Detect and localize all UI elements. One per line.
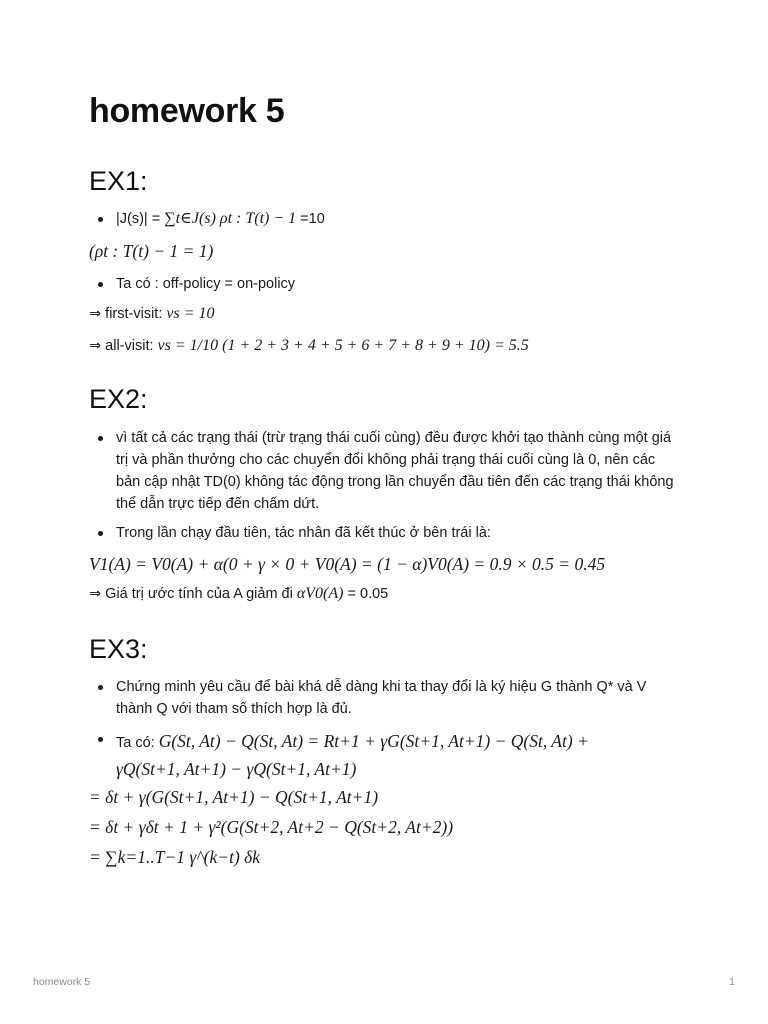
ex1-b1-suffix: =10 [296,211,325,227]
ex1-bullet-2: Ta có : off-policy = on-policy [116,273,676,295]
ex2-line-3 [89,583,689,605]
ex1-b1-prefix: |J(s)| = [116,211,165,227]
ex3-b2-line1: G(St, At) − Q(St, At) = Rt+1 + γG(St+1, At+1) − Q(St, At) + [158,731,589,751]
ex1-b1-formula: ∑t∈J(s) ρt : T(t) − 1 [164,210,297,227]
ex1-l4-prefix: ⇒ all-visit: [89,338,158,354]
ex3-bullet-2 [116,728,676,784]
ex3-b2-line2: γQ(St+1, At+1) − γQ(St+1, At+1) [116,759,357,779]
ex2-l3-prefix: ⇒ Giá trị ước tính của A giảm đi [89,586,297,602]
ex1-heading: EX1: [89,166,148,196]
ex2-l3-suffix: = 0.05 [343,586,389,602]
ex3-heading: EX3: [89,634,148,664]
ex2-bullet-2: Trong lần chạy đầu tiên, tác nhân đã kết thúc ở bên trái là: [116,522,676,544]
ex1-l4-formula: vs = 1/10 (1 + 2 + 3 + 4 + 5 + 6 + 7 + 8 + 9 + 10) = 5.5 [157,337,529,354]
footer-title: homework 5 [33,976,91,988]
ex3-line-3 [89,786,689,810]
page-title: homework 5 [89,92,285,130]
ex3-b2-prefix: Ta có: [116,735,159,751]
ex3-l3-formula: = δt + γ(G(St+1, At+1) − Q(St+1, At+1) [89,787,379,807]
ex1-line-2 [89,240,689,264]
ex1-bullet-1 [116,208,676,230]
ex1-line-3 [89,303,689,325]
ex1-l2-formula: (ρt : T(t) − 1 = 1) [89,241,214,261]
ex3-line-4 [89,816,689,840]
ex3-l4-formula: = δt + γδt + 1 + γ²(G(St+2, At+2 − Q(St+2, At+2)) [89,817,454,837]
ex1-line-4 [89,335,689,357]
ex2-bullet-1: vì tất cả các trạng thái (trừ trạng thái cuối cùng) đều được khởi tạo thành cùng một giá trị và phần thưởng cho các chuyển đổi không phải trạng thái cuối cùng là 0, nên các bản cập nhật TD(0) không tác động trong lần chuyển đầu tiên đến các trạng thái không thể dẫn trực tiếp đến chấm dứt. [116,427,676,515]
ex3-line-5 [89,846,689,870]
ex2-formula-line [89,553,689,577]
ex2-l3-formula: αV0(A) [296,585,344,602]
ex3-l5-formula: = ∑k=1..T−1 γ^(k−t) δk [89,847,261,867]
ex1-l3-formula: vs = 10 [166,305,215,322]
ex1-l3-prefix: ⇒ first-visit: [89,306,167,322]
ex3-bullet-1: Chứng minh yêu cầu để bài khá dễ dàng khi ta thay đổi là ký hiệu G thành Q* và V thành Q với tham số thích hợp là đủ. [116,676,676,720]
ex2-formula: V1(A) = V0(A) + α(0 + γ × 0 + V0(A) = (1 − α)V0(A) = 0.9 × 0.5 = 0.45 [89,554,606,574]
ex2-heading: EX2: [89,384,148,414]
footer-page-number: 1 [729,976,735,988]
